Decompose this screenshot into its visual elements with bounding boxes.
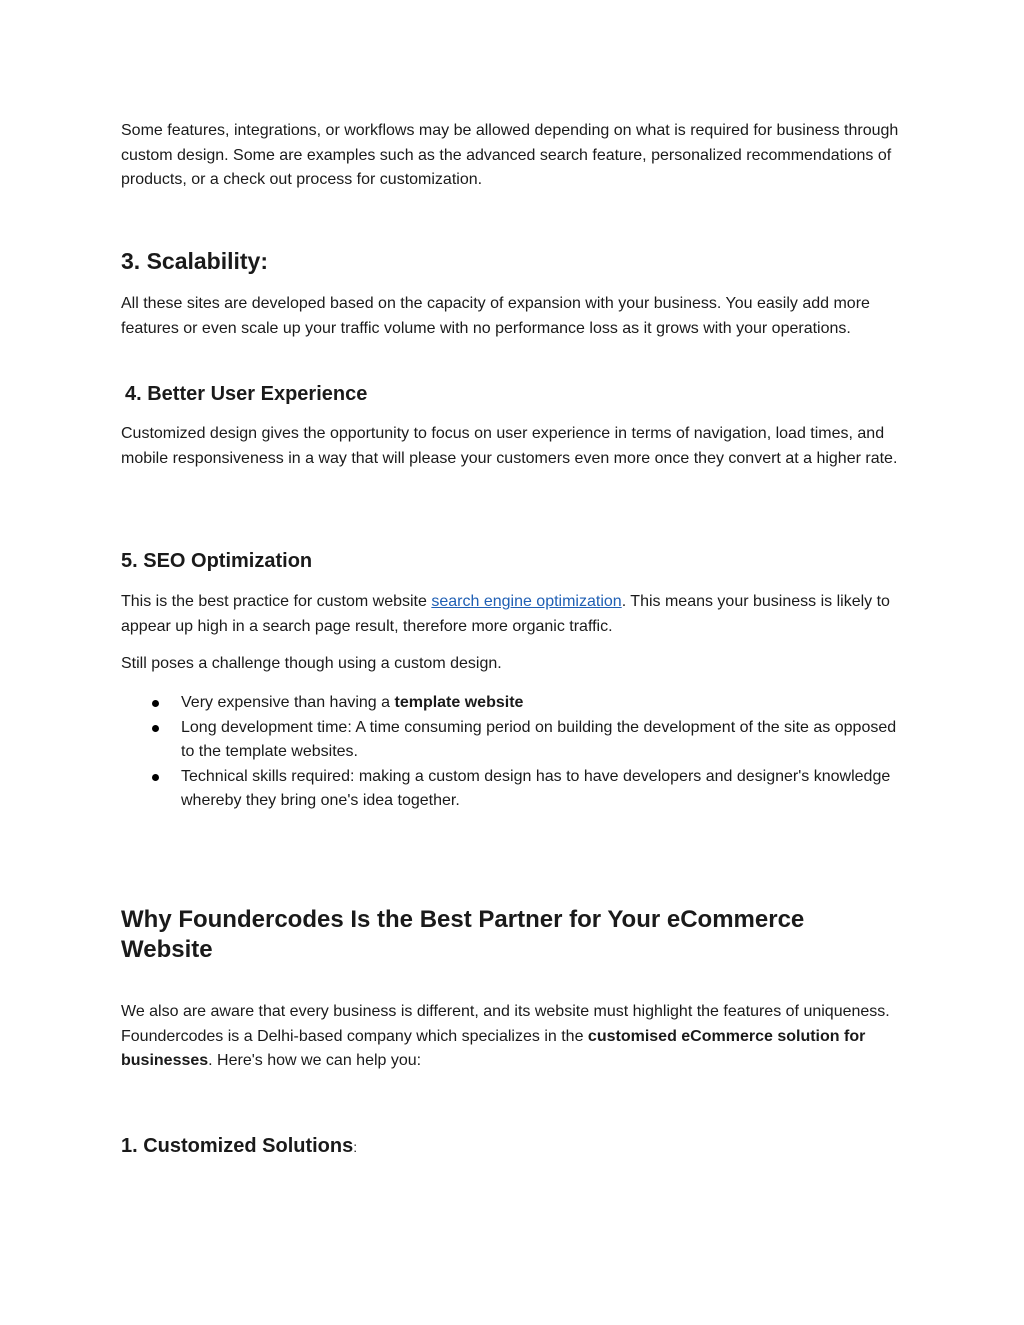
bullet-icon: [152, 774, 159, 781]
scalability-paragraph: All these sites are developed based on the capacity of expansion with your business. You easily add more features or even scale up your traffic volume with no performance loss as it grows with your operations.: [121, 295, 870, 337]
seo-text-before: This is the best practice for custom website: [121, 593, 432, 610]
why-text-after: . Here's how we can help you:: [208, 1052, 422, 1069]
intro-paragraph: Some features, integrations, or workflows may be allowed depending on what is required for business through custom design. Some are examples such as the advanced search feature, personalized recommendations of products, or a check out process for customization.: [121, 122, 899, 188]
customized-colon: :: [353, 1139, 358, 1155]
list-item: [121, 691, 901, 716]
ux-paragraph: Customized design gives the opportunity to focus on user experience in terms of navigation, load times, and mobile responsiveness in a way that will please your customers even more once they convert at a higher rate.: [121, 425, 898, 467]
list-item: [121, 765, 901, 814]
customized-heading-text: 1. Customized Solutions: [121, 1135, 354, 1157]
list-item-bold: template website: [394, 694, 524, 711]
challenges-list: [121, 691, 901, 814]
list-item: [121, 716, 901, 765]
list-item-text: Long development time: A time consuming period on building the development of the site as opposed to the template websites.: [181, 718, 897, 760]
seo-heading: 5. SEO Optimization: [121, 550, 313, 572]
seo-text-after: . This means your business is likely to appear up high in a search page result, therefore more organic traffic.: [121, 593, 890, 635]
why-bold: customised eCommerce solution for businesses: [121, 1027, 866, 1069]
customized-heading: [121, 1133, 901, 1160]
ux-heading: 4. Better User Experience: [125, 383, 368, 405]
why-heading: Why Foundercodes Is the Best Partner for Your eCommerce Website: [121, 906, 805, 963]
scalability-heading: 3. Scalability:: [121, 248, 269, 274]
seo-paragraph: [121, 590, 901, 639]
list-item-text: Very expensive than having a: [181, 694, 395, 711]
challenge-paragraph: Still poses a challenge though using a custom design.: [121, 655, 502, 672]
list-item-text: Technical skills required: making a custom design has to have developers and designer's knowledge whereby they bring one's idea together.: [181, 767, 891, 809]
bullet-icon: [152, 700, 159, 707]
why-paragraph: [121, 1000, 901, 1074]
seo-link[interactable]: search engine optimization: [431, 593, 622, 610]
why-text-before: We also are aware that every business is different, and its website must highlight the features of uniqueness. Foundercodes is a Delhi-based company which specializes in the: [121, 1003, 890, 1045]
bullet-icon: [152, 725, 159, 732]
